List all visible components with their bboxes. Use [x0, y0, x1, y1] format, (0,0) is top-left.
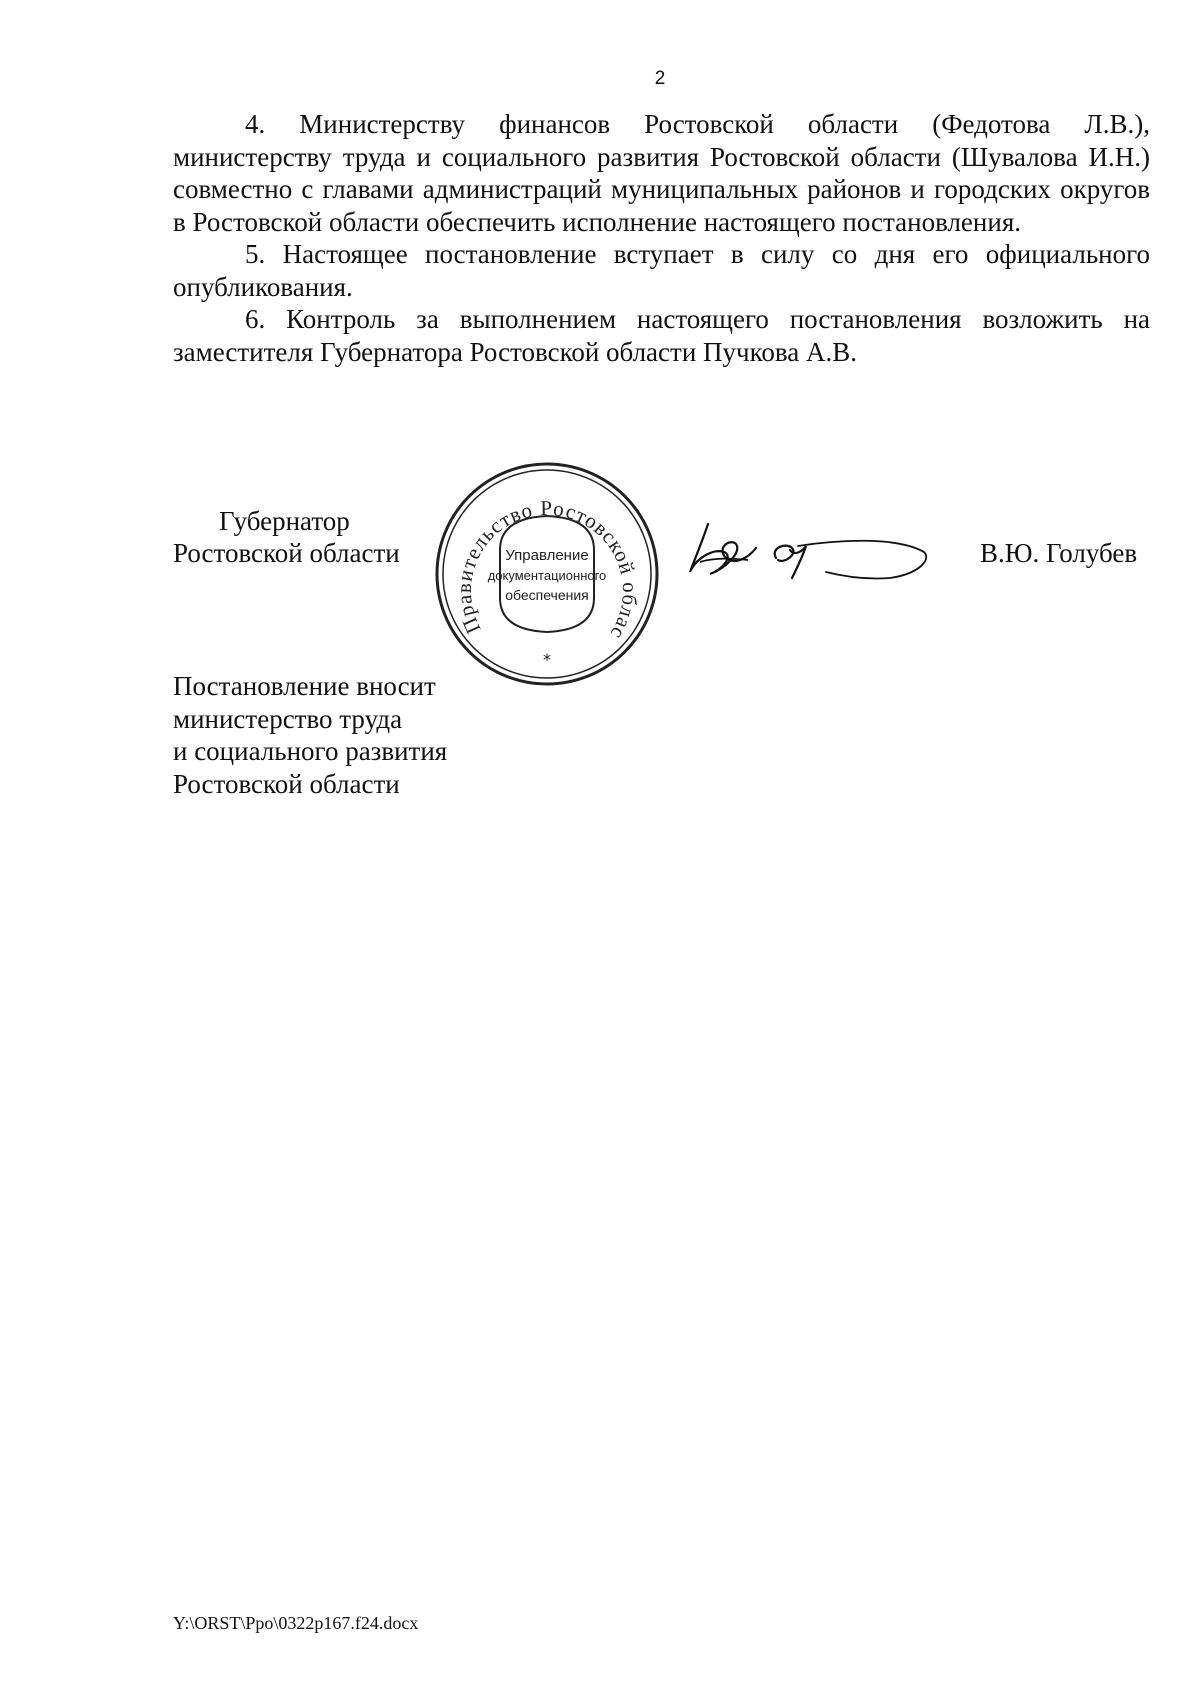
submitted-by-line3: и социального развития	[173, 736, 448, 766]
stamp-outer-text: Правительство Ростовской облас	[451, 495, 643, 645]
handwritten-signature	[686, 518, 936, 588]
paragraph-6: 6. Контроль за выполнением настоящего постановления возложить на заместителя Губернатора Ростовской области Пучкова А.В.	[173, 304, 1150, 367]
file-path-footer: Y:\ORST\Ppo\0322p167.f24.docx	[173, 1613, 419, 1633]
governor-title	[173, 505, 400, 569]
governor-title-line2: Ростовской области	[173, 538, 400, 568]
document-body	[173, 108, 1150, 368]
stamp-inner-line3: обеспечения	[505, 587, 589, 603]
governor-name: В.Ю. Голубев	[980, 538, 1138, 568]
page-number: 2	[654, 68, 666, 89]
stamp-star: *	[543, 650, 551, 669]
paragraph-5: 5. Настоящее постановление вступает в силу со дня его официального опубликования.	[173, 239, 1150, 302]
governor-title-line1: Губернатор	[219, 506, 350, 536]
submitted-by-line1: Постановление вносит	[173, 671, 436, 701]
official-stamp	[432, 460, 662, 692]
submitted-by-line4: Ростовской области	[173, 768, 400, 799]
stamp-inner-line1: Управление	[505, 547, 589, 564]
submitted-by-line2: министерство труда	[173, 703, 403, 734]
stamp-inner-line2: документационного	[487, 568, 607, 583]
paragraph-4: 4. Министерству финансов Ростовской области (Федотова Л.В.), министерству труда и социального развития Ростовской области (Шувалова И.Н.) совместно с главами администраций муниципальных районов и городских округов в Ростовской области обеспечить исполнение настоящего постановления.	[173, 109, 1150, 237]
submitted-by-block	[173, 670, 447, 800]
